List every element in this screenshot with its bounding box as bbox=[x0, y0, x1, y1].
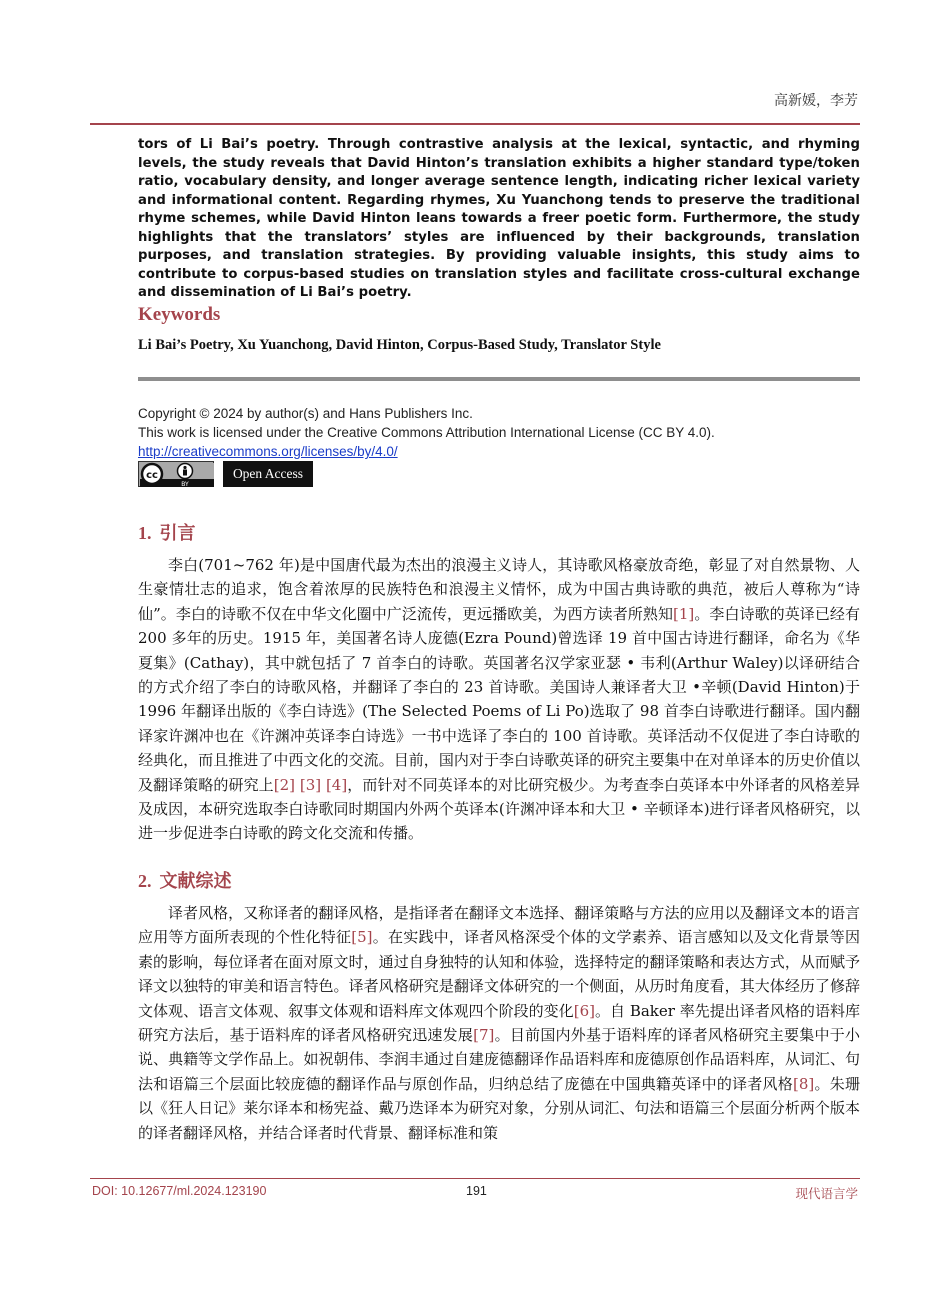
paragraph-text: 译者风格，又称译者的翻译风格，是指译者在翻译文本选择、翻译策略与方法的应用以及翻译文本的语言应用等方面所表现的个性化特征 bbox=[138, 904, 860, 947]
page-number: 191 bbox=[466, 1184, 487, 1198]
copyright-line: Copyright © 2024 by author(s) and Hans Publishers Inc. bbox=[138, 406, 473, 421]
keywords-list: Li Bai’s Poetry, Xu Yuanchong, David Hinton, Corpus-Based Study, Translator Style bbox=[138, 337, 661, 353]
citation-6[interactable]: [6] bbox=[573, 1001, 595, 1020]
open-access-badge[interactable]: Open Access bbox=[223, 461, 313, 487]
paragraph-text: 。李白诗歌的英译已经有 200 多年的历史。1915 年，美国著名诗人庞德(Ezra Pound)曾选译 19 首中国古诗进行翻译，命名为《华夏集》(Cathay)，其中就包括了 7 首李白的诗歌。英国著名汉学家亚瑟 • 韦利(Arthur Waley)以译研结合的方式介绍了李白的诗歌风格，并翻译了李白的 23 首诗歌。美国诗人兼译者大卫 •辛顿(David Hinton)于 1996 年翻译出版的《李白诗选》(The Selected Poems of Li Po)选取了 98 首李白诗歌进行翻译。国内翻译家许渊冲也在《许渊冲英译李白诗选》一书中选译了李白的 100 首诗歌。英译活动不仅促进了李白诗歌的经典化，而且推进了中西文化的交流。目前，国内对于李白诗歌英译的研究主要集中在对单译本的历史价值以及翻译策略的研究上 bbox=[138, 604, 860, 794]
abstract-text: tors of Li Bai’s poetry. Through contrastive analysis at the lexical, syntactic, and rhyming levels, the study reveals that David Hinton’s translation exhibits a higher standard type/token ratio, vocabulary density, and longer average sentence length, indicating richer lexical variety and informational content. Regarding rhymes, Xu Yuanchong tends to preserve the traditional rhyme schemes, while David Hinton leans towards a freer poetic form. Furthermore, the study highlights that the translators’ styles are influenced by their backgrounds, translation purposes, and translation strategies. By providing valuable insights, this study aims to contribute to corpus-based studies on translation styles and facilitate cross-cultural exchange and dissemination of Li Bai’s poetry. bbox=[138, 137, 860, 300]
section-1-heading bbox=[138, 519, 196, 545]
section-2-paragraph bbox=[138, 901, 860, 1145]
citation-1[interactable]: [1] bbox=[673, 604, 695, 623]
footer-divider bbox=[90, 1178, 860, 1179]
journal-name: 现代语言学 bbox=[795, 1186, 858, 1201]
section-1-paragraph bbox=[138, 553, 860, 846]
license-block bbox=[138, 404, 715, 461]
paragraph-text: 。朱珊以《狂人日记》莱尔译本和杨宪益、戴乃迭译本为研究对象，分别从词汇、句法和语篇三个层面分析两个版本的译者翻译风格，并结合译者时代背景、翻译标准和策 bbox=[138, 1074, 860, 1142]
license-link[interactable]: http://creativecommons.org/licenses/by/4.0/ bbox=[138, 444, 398, 459]
cc-by-label: BY bbox=[181, 481, 189, 488]
cc-by-badge[interactable] bbox=[138, 461, 214, 487]
section-divider bbox=[138, 377, 860, 381]
citation-7[interactable]: [7] bbox=[473, 1026, 495, 1045]
running-header-authors: 高新媛，李芳 bbox=[774, 94, 858, 109]
paragraph-text: 。在实践中，译者风格深受个体的文学素养、语言感知以及文化背景等因素的影响，每位译者在面对原文时，通过自身独特的认知和体验，选择特定的翻译策略和表达方式，从而赋予译文以独特的审美和语言特色。译者风格研究是翻译文体研究的一个侧面，从历时角度看，其大体经历了修辞文体观、语言文体观、叙事文体观和语料库文体观四个阶段的变化 bbox=[138, 928, 860, 1020]
section-2-number: 2. bbox=[138, 871, 152, 891]
citation-2-3-4[interactable]: [2] [3] [4] bbox=[273, 775, 348, 794]
section-1-title: 引言 bbox=[159, 523, 196, 544]
section-2-heading bbox=[138, 867, 232, 893]
keywords-heading: Keywords bbox=[138, 304, 221, 325]
paragraph-text: 。目前国内外基于语料库的译者风格研究主要集中于小说、典籍等文学作品上。如祝朝伟、李润丰通过自建庞德翻译作品语料库和庞德原创作品语料库，从词汇、句法和语篇三个层面比较庞德的翻译作品与原创作品，归纳总结了庞德在中国典籍英译中的译者风格 bbox=[138, 1026, 860, 1093]
paragraph-text: ，而针对不同英译本的对比研究极少。为考查李白英译本中外译者的风格差异及成因，本研究选取李白诗歌同时期国内外两个英译本(许渊冲译本和大卫 • 辛顿译本)进行译者风格研究，以进一步促进李白诗歌的跨文化交流和传播。 bbox=[138, 775, 860, 843]
license-line: This work is licensed under the Creative Commons Attribution International License (CC BY 4.0). bbox=[138, 425, 715, 440]
svg-text:cc: cc bbox=[146, 470, 158, 481]
footer-doi[interactable]: DOI: 10.12677/ml.2024.123190 bbox=[92, 1184, 267, 1198]
citation-8[interactable]: [8] bbox=[793, 1074, 815, 1093]
paragraph-text: 。自 Baker 率先提出译者风格的语料库研究方法后，基于语料库的译者风格研究迅速发展 bbox=[138, 1001, 860, 1045]
section-1-number: 1. bbox=[138, 523, 152, 543]
header-divider bbox=[90, 123, 860, 125]
section-2-title: 文献综述 bbox=[159, 871, 232, 892]
citation-5[interactable]: [5] bbox=[351, 928, 373, 947]
paragraph-text: 李白(701~762 年)是中国唐代最为杰出的浪漫主义诗人，其诗歌风格豪放奇绝，彰显了对自然景物、人生豪情壮志的追求，饱含着浓厚的民族特色和浪漫主义情怀，成为中国古典诗歌的典范，被后人尊称为“诗仙”。李白的诗歌不仅在中华文化圈中广泛流传，更远播欧美，为西方读者所熟知 bbox=[138, 556, 860, 623]
cc-by-icon bbox=[139, 462, 215, 488]
